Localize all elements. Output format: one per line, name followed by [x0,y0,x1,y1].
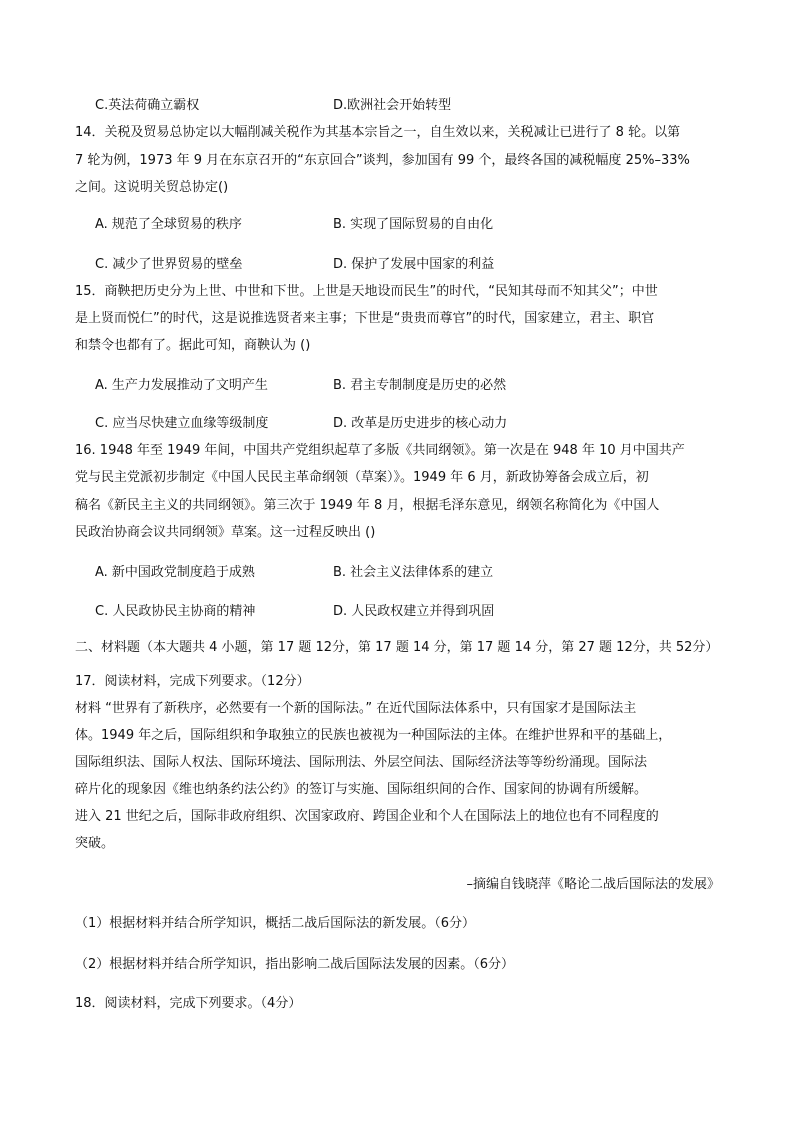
q16-stem-line-3: 稿名《新民主主义的共同纲领》。第三次于 1949 年 8 月，根据毛泽东意见，纲领名称简化为《中国人 [75,498,660,513]
q15-option-b: B. 君主专制制度是历史的必然 [333,378,507,393]
q15-stem-line-1: 15．商鞅把历史分为上世、中世和下世。上世是天地设而民生”的时代，“民知其母而不知其父”；中世 [75,284,658,299]
q17-material-line-6: 突破。 [75,836,115,851]
q15-option-c: C. 应当尽快建立血缘等级制度 [95,416,269,431]
q16-option-c: C. 人民政协民主协商的精神 [95,604,256,619]
q14-stem-line-1: 14．关税及贸易总协定以大幅削减关税作为其基本宗旨之一，自生效以来，关税减让已进行了 8 轮。以第 [75,125,681,140]
q18-title: 18．阅读材料，完成下列要求。（4分） [75,996,302,1011]
q15-option-a: A. 生产力发展推动了文明产生 [95,378,268,393]
q15-stem-line-2: 是上贤而悦仁”的时代，这是说推选贤者来主事；下世是“贵贵而尊官”的时代，国家建立，君主、职官 [75,311,655,326]
q14-option-b: B. 实现了国际贸易的自由化 [333,217,494,232]
q15-option-d: D. 改革是历史进步的核心动力 [333,416,508,431]
q17-title: 17．阅读材料，完成下列要求。（12分） [75,674,310,689]
q13-option-c: C.英法荷确立霸权 [95,98,200,113]
q17-material-line-2: 体。1949 年之后，国际组织和争取独立的民族也被视为一种国际法的主体。在维护世界和平的基础上， [75,728,672,743]
q17-material-line-1: 材料 “世界有了新秩序，必然要有一个新的国际法。” 在近代国际法体系中，只有国家才是国际法主 [75,701,637,716]
section-2-heading: 二、材料题（本大题共 4 小题，第 17 题 12分，第 17 题 14 分，第 17 题 14 分，第 27 题 12分，共 52分） [75,640,719,655]
q16-option-d: D. 人民政权建立并得到巩固 [333,604,495,619]
q15-stem-line-3: 和禁令也都有了。据此可知，商鞅认为 () [75,338,311,353]
q16-option-a: A. 新中国政党制度趋于成熟 [95,565,255,580]
q16-stem-line-1: 16. 1948 年至 1949 年间，中国共产党组织起草了多版《共同纲领》。第一次是在 948 年 10 月中国共产 [75,443,685,458]
q14-stem-line-2: 7 轮为例，1973 年 9 月在东京召开的“东京回合”谈判，参加国有 99 个，最终各国的减税幅度 25%–33% [75,153,690,168]
q17-material-line-3: 国际组织法、国际人权法、国际环境法、国际刑法、外层空间法、国际经济法等等纷纷涌现。国际法 [75,755,648,770]
q14-option-a: A. 规范了全球贸易的秩序 [95,217,242,232]
q16-option-b: B. 社会主义法律体系的建立 [333,565,494,580]
q13-option-d: D.欧洲社会开始转型 [333,98,452,113]
q16-stem-line-4: 民政治协商会议共同纲领》草案。这一过程反映出 () [75,525,376,540]
q14-stem-line-3: 之间。这说明关贸总协定() [75,180,229,195]
q16-stem-line-2: 党与民主党派初步制定《中国人民民主革命纲领（草案）》。1949 年 6 月，新政协筹备会成立后，初 [75,470,649,485]
q14-option-c: C. 减少了世界贸易的壁垒 [95,257,243,272]
q17-material-line-5: 进入 21 世纪之后，国际非政府组织、次国家政府、跨国企业和个人在国际法上的地位也有不同程度的 [75,809,659,824]
q17-source: –摘编自钱晓萍《略论二战后国际法的发展》 [466,877,720,892]
q17-subquestion-1: （1）根据材料并结合所学知识，概括二战后国际法的新发展。（6分） [75,916,476,931]
q17-subquestion-2: （2）根据材料并结合所学知识，指出影响二战后国际法发展的因素。（6分） [75,957,515,972]
q17-material-line-4: 碎片化的现象因《维也纳条约法公约》的签订与实施、国际组织间的合作、国家间的协调有所缓解。 [75,782,648,797]
q14-option-d: D. 保护了发展中国家的利益 [333,257,495,272]
